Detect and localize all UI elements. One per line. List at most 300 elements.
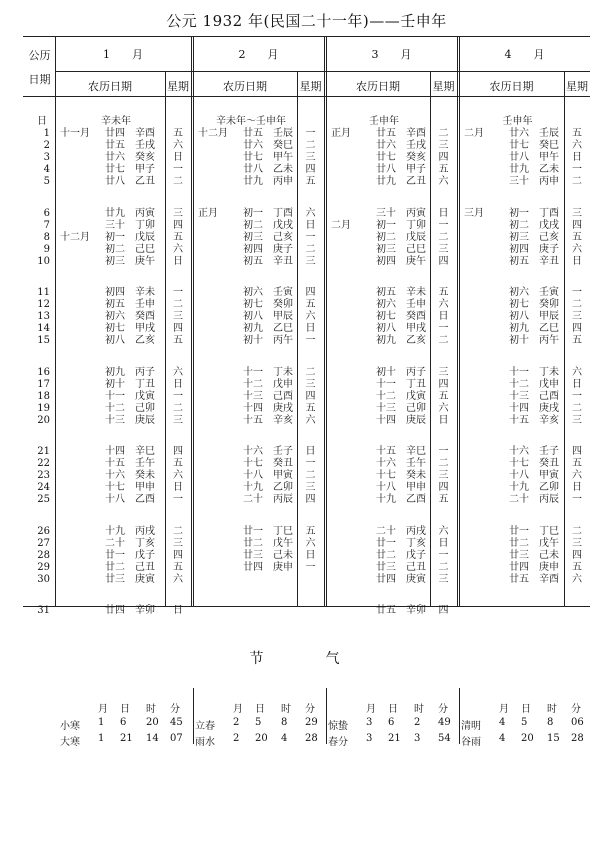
jieqi-name: 谷雨 [461, 737, 481, 748]
weekday-cell: 二 [173, 525, 183, 537]
lunar-month-mark: 二月 [464, 128, 484, 139]
weekday-cell: 四 [173, 549, 183, 561]
lunar-day-cell: 廿九 乙未 [509, 164, 559, 176]
weekday-cell: 三 [173, 537, 183, 549]
weekday-cell: 六 [438, 176, 449, 188]
xingqi-header: 星期 [167, 80, 189, 93]
jieqi-value: 3 [414, 733, 421, 744]
lunar-day-cell: 廿六 癸亥 [105, 152, 155, 164]
lunar-day-cell: 初五 辛未 [376, 287, 426, 298]
lunar-day-cell: 十五 辛亥 [243, 414, 293, 426]
weekday-cell: 一 [305, 128, 316, 139]
jieqi-value: 49 [438, 717, 451, 728]
lunar-day-cell: 廿四 庚寅 [376, 573, 426, 585]
lunar-day-cell: 十三 己酉 [509, 390, 559, 402]
left-column-divider [55, 36, 56, 606]
jieqi-value: 4 [499, 717, 506, 728]
lunar-day-cell: 廿八 乙丑 [105, 176, 155, 188]
lunar-day-cell: 初四 庚午 [376, 255, 426, 267]
lunar-day-cell: 初二 戊戌 [243, 219, 293, 231]
weekday-cell: 日 [173, 152, 183, 164]
weekday-cell: 四 [173, 446, 183, 457]
lunar-day-cell: 初三 己亥 [509, 231, 559, 243]
day-number: 16 [37, 366, 50, 378]
lunar-day-cell: 廿二 己丑 [105, 561, 155, 573]
weekday-cell: 二 [305, 140, 316, 152]
lunar-day-cell: 廿五 壬辰 [243, 128, 293, 139]
lunar-day-cell: 廿四 庚申 [509, 561, 559, 573]
gongli-label: 公历 [28, 49, 51, 62]
weekday-cell: 四 [305, 390, 316, 402]
jieqi-name: 惊蛰 [328, 721, 348, 732]
jieqi-col-header: 日 [388, 704, 398, 715]
day-number: 21 [37, 446, 50, 457]
lunar-day-cell: 初十 丁丑 [105, 378, 155, 390]
day-number: 9 [43, 243, 50, 255]
day-number: 13 [37, 311, 50, 323]
lunar-day-cell: 廿七 癸巳 [509, 140, 559, 152]
lunar-day-cell: 十三 庚辰 [105, 414, 155, 426]
jieqi-value: 20 [521, 733, 534, 744]
lunar-day-cell: 十六 壬子 [509, 446, 559, 457]
weekday-cell: 三 [438, 243, 449, 255]
jieqi-value: 54 [438, 733, 451, 744]
weekday-cell: 三 [572, 207, 582, 219]
xingqi-header: 星期 [299, 80, 322, 93]
lunar-day-cell: 初二 戊戌 [509, 219, 559, 231]
jieqi-col-header: 分 [571, 704, 581, 715]
lunar-day-cell: 十七 甲申 [105, 482, 155, 494]
day-number: 15 [37, 335, 50, 347]
day-number: 8 [43, 231, 50, 243]
year-label: 壬申年 [502, 116, 533, 127]
lunar-day-cell: 廿八 甲午 [509, 152, 559, 164]
lunar-day-cell: 初三 己巳 [376, 243, 426, 255]
lunar-day-cell: 廿四 辛卯 [105, 605, 155, 616]
lunar-day-cell: 廿一 丁巳 [509, 525, 559, 537]
jieqi-value: 28 [571, 733, 584, 744]
weekday-cell: 二 [173, 402, 183, 414]
jieqi-value: 1 [98, 717, 105, 728]
month-group-divider [193, 36, 194, 606]
day-number: 3 [43, 152, 50, 164]
jieqi-value: 8 [281, 717, 288, 728]
lunar-day-cell: 初六 癸酉 [105, 311, 155, 323]
lunar-month-mark: 正月 [198, 207, 218, 219]
weekday-cell: 一 [438, 323, 449, 335]
jieqi-value: 14 [146, 733, 159, 744]
jieqi-value: 5 [521, 717, 528, 728]
month-group-divider [191, 36, 192, 606]
weekday-cell: 日 [572, 255, 582, 267]
lunar-day-cell: 十一 丁未 [509, 366, 559, 378]
jieqi-col-header: 日 [521, 704, 531, 715]
jieqi-value: 6 [120, 717, 127, 728]
month-group-divider [324, 36, 325, 606]
weekday-cell: 三 [438, 573, 449, 585]
lunar-day-cell: 初二 己巳 [105, 243, 155, 255]
weekday-cell: 五 [438, 494, 449, 506]
day-number: 1 [43, 128, 50, 139]
day-number: 19 [37, 402, 50, 414]
lunar-day-cell: 初四 辛未 [105, 287, 155, 298]
lunar-day-cell: 三十 丙寅 [376, 207, 426, 219]
lunar-day-cell: 十五 辛巳 [376, 446, 426, 457]
weekday-cell: 四 [305, 164, 316, 176]
day-number: 31 [37, 605, 50, 616]
jieqi-col-header: 时 [547, 704, 557, 715]
lunar-day-cell: 廿四 庚申 [243, 561, 293, 573]
lunar-day-cell: 廿六 壬戌 [376, 140, 426, 152]
lunar-day-cell: 初五 壬申 [105, 299, 155, 311]
lunar-day-cell: 初八 甲辰 [243, 311, 293, 323]
lunar-day-cell: 十三 己卯 [376, 402, 426, 414]
xingqi-header: 星期 [432, 80, 455, 93]
lunar-day-cell: 初一 丁卯 [376, 219, 426, 231]
lunar-day-cell: 初一 丁酉 [243, 207, 293, 219]
jieqi-value: 2 [233, 717, 240, 728]
weekday-cell: 六 [173, 366, 183, 378]
day-number: 18 [37, 390, 50, 402]
lunar-day-cell: 初一 戊辰 [105, 231, 155, 243]
lunar-day-cell: 十九 丙戌 [105, 525, 155, 537]
lunar-day-cell: 十七 癸丑 [243, 458, 293, 470]
lunar-day-cell: 初七 甲戌 [105, 323, 155, 335]
weekday-cell: 二 [572, 176, 582, 188]
weekday-cell: 四 [173, 219, 183, 231]
weekday-cell: 日 [572, 482, 582, 494]
weekday-cell: 四 [572, 446, 582, 457]
lunar-month-mark: 十二月 [60, 231, 90, 243]
lunar-day-cell: 初九 乙巳 [243, 323, 293, 335]
lunar-day-cell: 二十 丙辰 [243, 494, 293, 506]
weekday-cell: 一 [173, 287, 183, 298]
lunar-day-cell: 廿一 丁亥 [376, 537, 426, 549]
jieqi-value: 8 [547, 717, 554, 728]
weekday-cell: 四 [572, 219, 582, 231]
lunar-day-cell: 十二 戊寅 [376, 390, 426, 402]
header-bottom-border [23, 96, 590, 97]
lunar-day-cell: 廿二 戊午 [509, 537, 559, 549]
weekday-cell: 三 [173, 414, 183, 426]
weekday-cell: 日 [305, 446, 316, 457]
weekday-cell: 二 [438, 561, 449, 573]
weekday-cell: 六 [438, 402, 449, 414]
weekday-cell: 六 [572, 243, 582, 255]
jieqi-name: 立春 [195, 721, 215, 732]
weekday-cell: 二 [572, 299, 582, 311]
lunar-day-cell: 二十 丙辰 [509, 494, 559, 506]
jieqi-title: 节 气 [249, 651, 364, 667]
jieqi-value: 29 [305, 717, 318, 728]
lunar-day-cell: 廿三 己丑 [376, 561, 426, 573]
weekday-cell: 三 [173, 207, 183, 219]
day-number: 10 [37, 255, 50, 267]
lunar-day-cell: 廿七 甲午 [243, 152, 293, 164]
lunar-day-cell: 廿四 辛酉 [105, 128, 155, 139]
lunar-day-cell: 十六 壬子 [243, 446, 293, 457]
weekday-cell: 五 [438, 390, 449, 402]
weekday-cell: 二 [438, 335, 449, 347]
jieqi-value: 20 [146, 717, 159, 728]
weekday-cell: 三 [305, 378, 316, 390]
lunar-day-cell: 廿七 甲子 [105, 164, 155, 176]
weekday-cell: 一 [438, 219, 449, 231]
day-number: 23 [37, 470, 50, 482]
lunar-day-cell: 廿八 乙未 [243, 164, 293, 176]
day-number: 22 [37, 458, 50, 470]
year-label: 辛未年 [101, 116, 131, 127]
month-group-divider [457, 36, 458, 606]
jieqi-value: 20 [255, 733, 268, 744]
weekday-cell: 二 [438, 458, 449, 470]
weekday-cell: 一 [572, 287, 582, 298]
lunar-day-cell: 初八 甲辰 [509, 311, 559, 323]
weekday-cell: 日 [305, 549, 316, 561]
weekday-cell: 六 [173, 243, 183, 255]
jieqi-name: 清明 [461, 721, 481, 732]
weekday-cell: 三 [305, 152, 316, 164]
lunar-day-cell: 廿九 乙丑 [376, 176, 426, 188]
lunar-day-cell: 三十 丁卯 [105, 219, 155, 231]
jieqi-col-header: 月 [98, 704, 108, 715]
weekday-cell: 六 [438, 525, 449, 537]
weekday-cell: 二 [305, 243, 316, 255]
weekday-cell: 一 [173, 390, 183, 402]
weekday-cell: 日 [438, 414, 449, 426]
weekday-cell: 六 [572, 470, 582, 482]
weekday-cell: 日 [173, 482, 183, 494]
lunar-day-cell: 初七 癸卯 [509, 299, 559, 311]
jieqi-value: 1 [98, 733, 105, 744]
weekday-cell: 日 [173, 378, 183, 390]
weekday-cell: 一 [305, 335, 316, 347]
month-group-divider [326, 36, 327, 606]
day-number: 30 [37, 573, 50, 585]
jieqi-col-header: 月 [366, 704, 376, 715]
lunar-day-cell: 初五 辛丑 [509, 255, 559, 267]
weekday-cell: 五 [173, 128, 183, 139]
day-number: 29 [37, 561, 50, 573]
lunar-day-cell: 十一 戊寅 [105, 390, 155, 402]
lunar-day-cell: 廿七 癸亥 [376, 152, 426, 164]
weekday-cell: 六 [572, 140, 582, 152]
jieqi-value: 3 [366, 717, 373, 728]
weekday-cell: 三 [438, 366, 449, 378]
weekday-cell: 日 [438, 207, 449, 219]
lunar-day-cell: 廿五 辛卯 [376, 605, 426, 616]
lunar-day-cell: 廿五 辛酉 [376, 128, 426, 139]
jieqi-value: 2 [414, 717, 421, 728]
jieqi-value: 15 [547, 733, 560, 744]
lunar-day-cell: 廿五 辛酉 [509, 573, 559, 585]
jieqi-value: 06 [571, 717, 584, 728]
lunar-day-cell: 十六 壬午 [376, 458, 426, 470]
lunar-day-cell: 十八 甲寅 [243, 470, 293, 482]
weekday-cell: 日 [173, 255, 183, 267]
jieqi-value: 21 [388, 733, 401, 744]
weekday-cell: 三 [438, 140, 449, 152]
jieqi-col-header: 时 [414, 704, 424, 715]
month-group-divider [459, 36, 460, 606]
jieqi-value: 21 [120, 733, 133, 744]
weekday-cell: 四 [438, 482, 449, 494]
jieqi-col-header: 日 [120, 704, 130, 715]
day-number: 28 [37, 549, 50, 561]
day-number: 5 [43, 176, 50, 188]
day-number: 24 [37, 482, 50, 494]
day-number: 6 [43, 207, 50, 219]
lunar-day-cell: 初二 戊辰 [376, 231, 426, 243]
lunar-day-cell: 廿八 甲子 [376, 164, 426, 176]
weekday-cell: 三 [572, 414, 582, 426]
lunar-day-cell: 初七 癸卯 [243, 299, 293, 311]
weekday-cell: 五 [173, 231, 183, 243]
weekday-cell: 四 [438, 378, 449, 390]
lunar-day-cell: 初四 庚子 [243, 243, 293, 255]
weekday-cell: 一 [572, 390, 582, 402]
lunar-day-cell: 十九 乙酉 [376, 494, 426, 506]
jieqi-col-header: 月 [499, 704, 509, 715]
weekday-cell: 五 [173, 561, 183, 573]
weekday-cell: 三 [438, 470, 449, 482]
day-number: 2 [43, 140, 50, 152]
weekday-cell: 五 [572, 335, 582, 347]
lunar-day-cell: 初八 乙亥 [105, 335, 155, 347]
weekday-cell: 四 [572, 549, 582, 561]
weekday-cell: 三 [572, 311, 582, 323]
lunar-day-cell: 十八 甲寅 [509, 470, 559, 482]
lunar-day-cell: 廿一 丁巳 [243, 525, 293, 537]
lunar-day-cell: 十八 乙酉 [105, 494, 155, 506]
lunar-day-cell: 十七 癸未 [376, 470, 426, 482]
weekday-cell: 日 [438, 537, 449, 549]
jieqi-value: 5 [255, 717, 262, 728]
day-number: 27 [37, 537, 50, 549]
jieqi-value: 45 [170, 717, 183, 728]
jieqi-col-header: 分 [438, 704, 448, 715]
weekday-cell: 二 [438, 128, 449, 139]
day-label: 日 [37, 116, 47, 127]
lunar-day-cell: 十六 癸未 [105, 470, 155, 482]
riqi-label: 日期 [28, 73, 51, 86]
lunar-day-cell: 十八 甲申 [376, 482, 426, 494]
lunar-day-cell: 初六 壬寅 [509, 287, 559, 298]
day-number: 17 [37, 378, 50, 390]
lunar-day-cell: 十一 丁丑 [376, 378, 426, 390]
lunar-day-cell: 十七 癸丑 [509, 458, 559, 470]
weekday-cell: 四 [438, 255, 449, 267]
weekday-cell: 五 [305, 176, 316, 188]
lunar-day-cell: 二十 丁亥 [105, 537, 155, 549]
weekday-cell: 四 [438, 605, 449, 616]
lunar-day-cell: 廿六 癸巳 [243, 140, 293, 152]
lunar-day-cell: 十三 己酉 [243, 390, 293, 402]
weekday-cell: 六 [305, 207, 316, 219]
day-number: 20 [37, 414, 50, 426]
weekday-cell: 日 [305, 219, 316, 231]
weekday-cell: 日 [572, 152, 582, 164]
jieqi-col-header: 月 [233, 704, 243, 715]
weekday-cell: 日 [173, 605, 183, 616]
jieqi-value: 4 [281, 733, 288, 744]
lunar-day-cell: 廿六 壬辰 [509, 128, 559, 139]
lunar-day-cell: 十二 己卯 [105, 402, 155, 414]
weekday-cell: 三 [572, 537, 582, 549]
lunar-month-mark: 二月 [331, 219, 351, 231]
lunar-day-cell: 廿三 庚寅 [105, 573, 155, 585]
lunar-day-cell: 初十 丙午 [509, 335, 559, 347]
jieqi-value: 2 [233, 733, 240, 744]
lunar-day-cell: 廿九 丙寅 [105, 207, 155, 219]
lunar-month-mark: 三月 [464, 207, 484, 219]
weekday-cell: 日 [305, 323, 316, 335]
weekday-cell: 六 [305, 414, 316, 426]
lunar-day-cell: 初八 甲戌 [376, 323, 426, 335]
weekday-cell: 四 [173, 323, 183, 335]
weekday-cell: 二 [305, 470, 316, 482]
weekday-cell: 六 [305, 311, 316, 323]
lunar-day-cell: 初十 丙午 [243, 335, 293, 347]
lunar-day-cell: 十二 戊申 [509, 378, 559, 390]
weekday-cell: 二 [438, 231, 449, 243]
jieqi-name: 小寒 [60, 721, 80, 732]
jieqi-name: 雨水 [195, 737, 215, 748]
weekday-cell: 五 [572, 458, 582, 470]
weekday-cell: 四 [305, 287, 316, 298]
lunar-day-cell: 初一 丁酉 [509, 207, 559, 219]
jieqi-name: 大寒 [60, 737, 80, 748]
weekday-cell: 五 [305, 299, 316, 311]
weekday-cell: 五 [572, 128, 582, 139]
day-number: 7 [43, 219, 50, 231]
weekday-cell: 一 [305, 231, 316, 243]
jieqi-col-header: 日 [255, 704, 265, 715]
lunar-day-cell: 廿一 戊子 [105, 549, 155, 561]
lunar-day-cell: 十五 辛亥 [509, 414, 559, 426]
weekday-cell: 六 [438, 299, 449, 311]
lunar-day-cell: 十四 庚戌 [243, 402, 293, 414]
weekday-cell: 二 [173, 299, 183, 311]
weekday-cell: 六 [173, 470, 183, 482]
lunar-day-cell: 廿二 戊午 [243, 537, 293, 549]
lunar-month-mark: 十一月 [60, 128, 90, 139]
jieqi-col-header: 时 [146, 704, 156, 715]
lunar-day-cell: 廿九 丙申 [243, 176, 293, 188]
lunar-day-cell: 初七 癸酉 [376, 311, 426, 323]
day-number: 25 [37, 494, 50, 506]
nongli-header: 农历日期 [88, 80, 132, 93]
jieqi-name: 春分 [328, 737, 348, 748]
weekday-cell: 二 [572, 402, 582, 414]
jieqi-value: 4 [499, 733, 506, 744]
month-header-3: 3 月 [371, 48, 412, 61]
day-number: 11 [37, 287, 50, 298]
weekday-cell: 五 [438, 164, 449, 176]
weekday-cell: 三 [305, 482, 316, 494]
lunar-day-cell: 初九 丙子 [105, 366, 155, 378]
weekday-cell: 六 [572, 366, 582, 378]
weekday-cell: 二 [572, 525, 582, 537]
lunar-day-cell: 初六 壬申 [376, 299, 426, 311]
lunar-day-cell: 廿五 壬戌 [105, 140, 155, 152]
jieqi-col-header: 时 [281, 704, 291, 715]
lunar-month-mark: 十二月 [198, 128, 228, 139]
weekday-cell: 一 [173, 164, 183, 176]
nongli-header: 农历日期 [489, 80, 534, 93]
jieqi-divider [326, 688, 327, 744]
weekday-cell: 六 [305, 537, 316, 549]
